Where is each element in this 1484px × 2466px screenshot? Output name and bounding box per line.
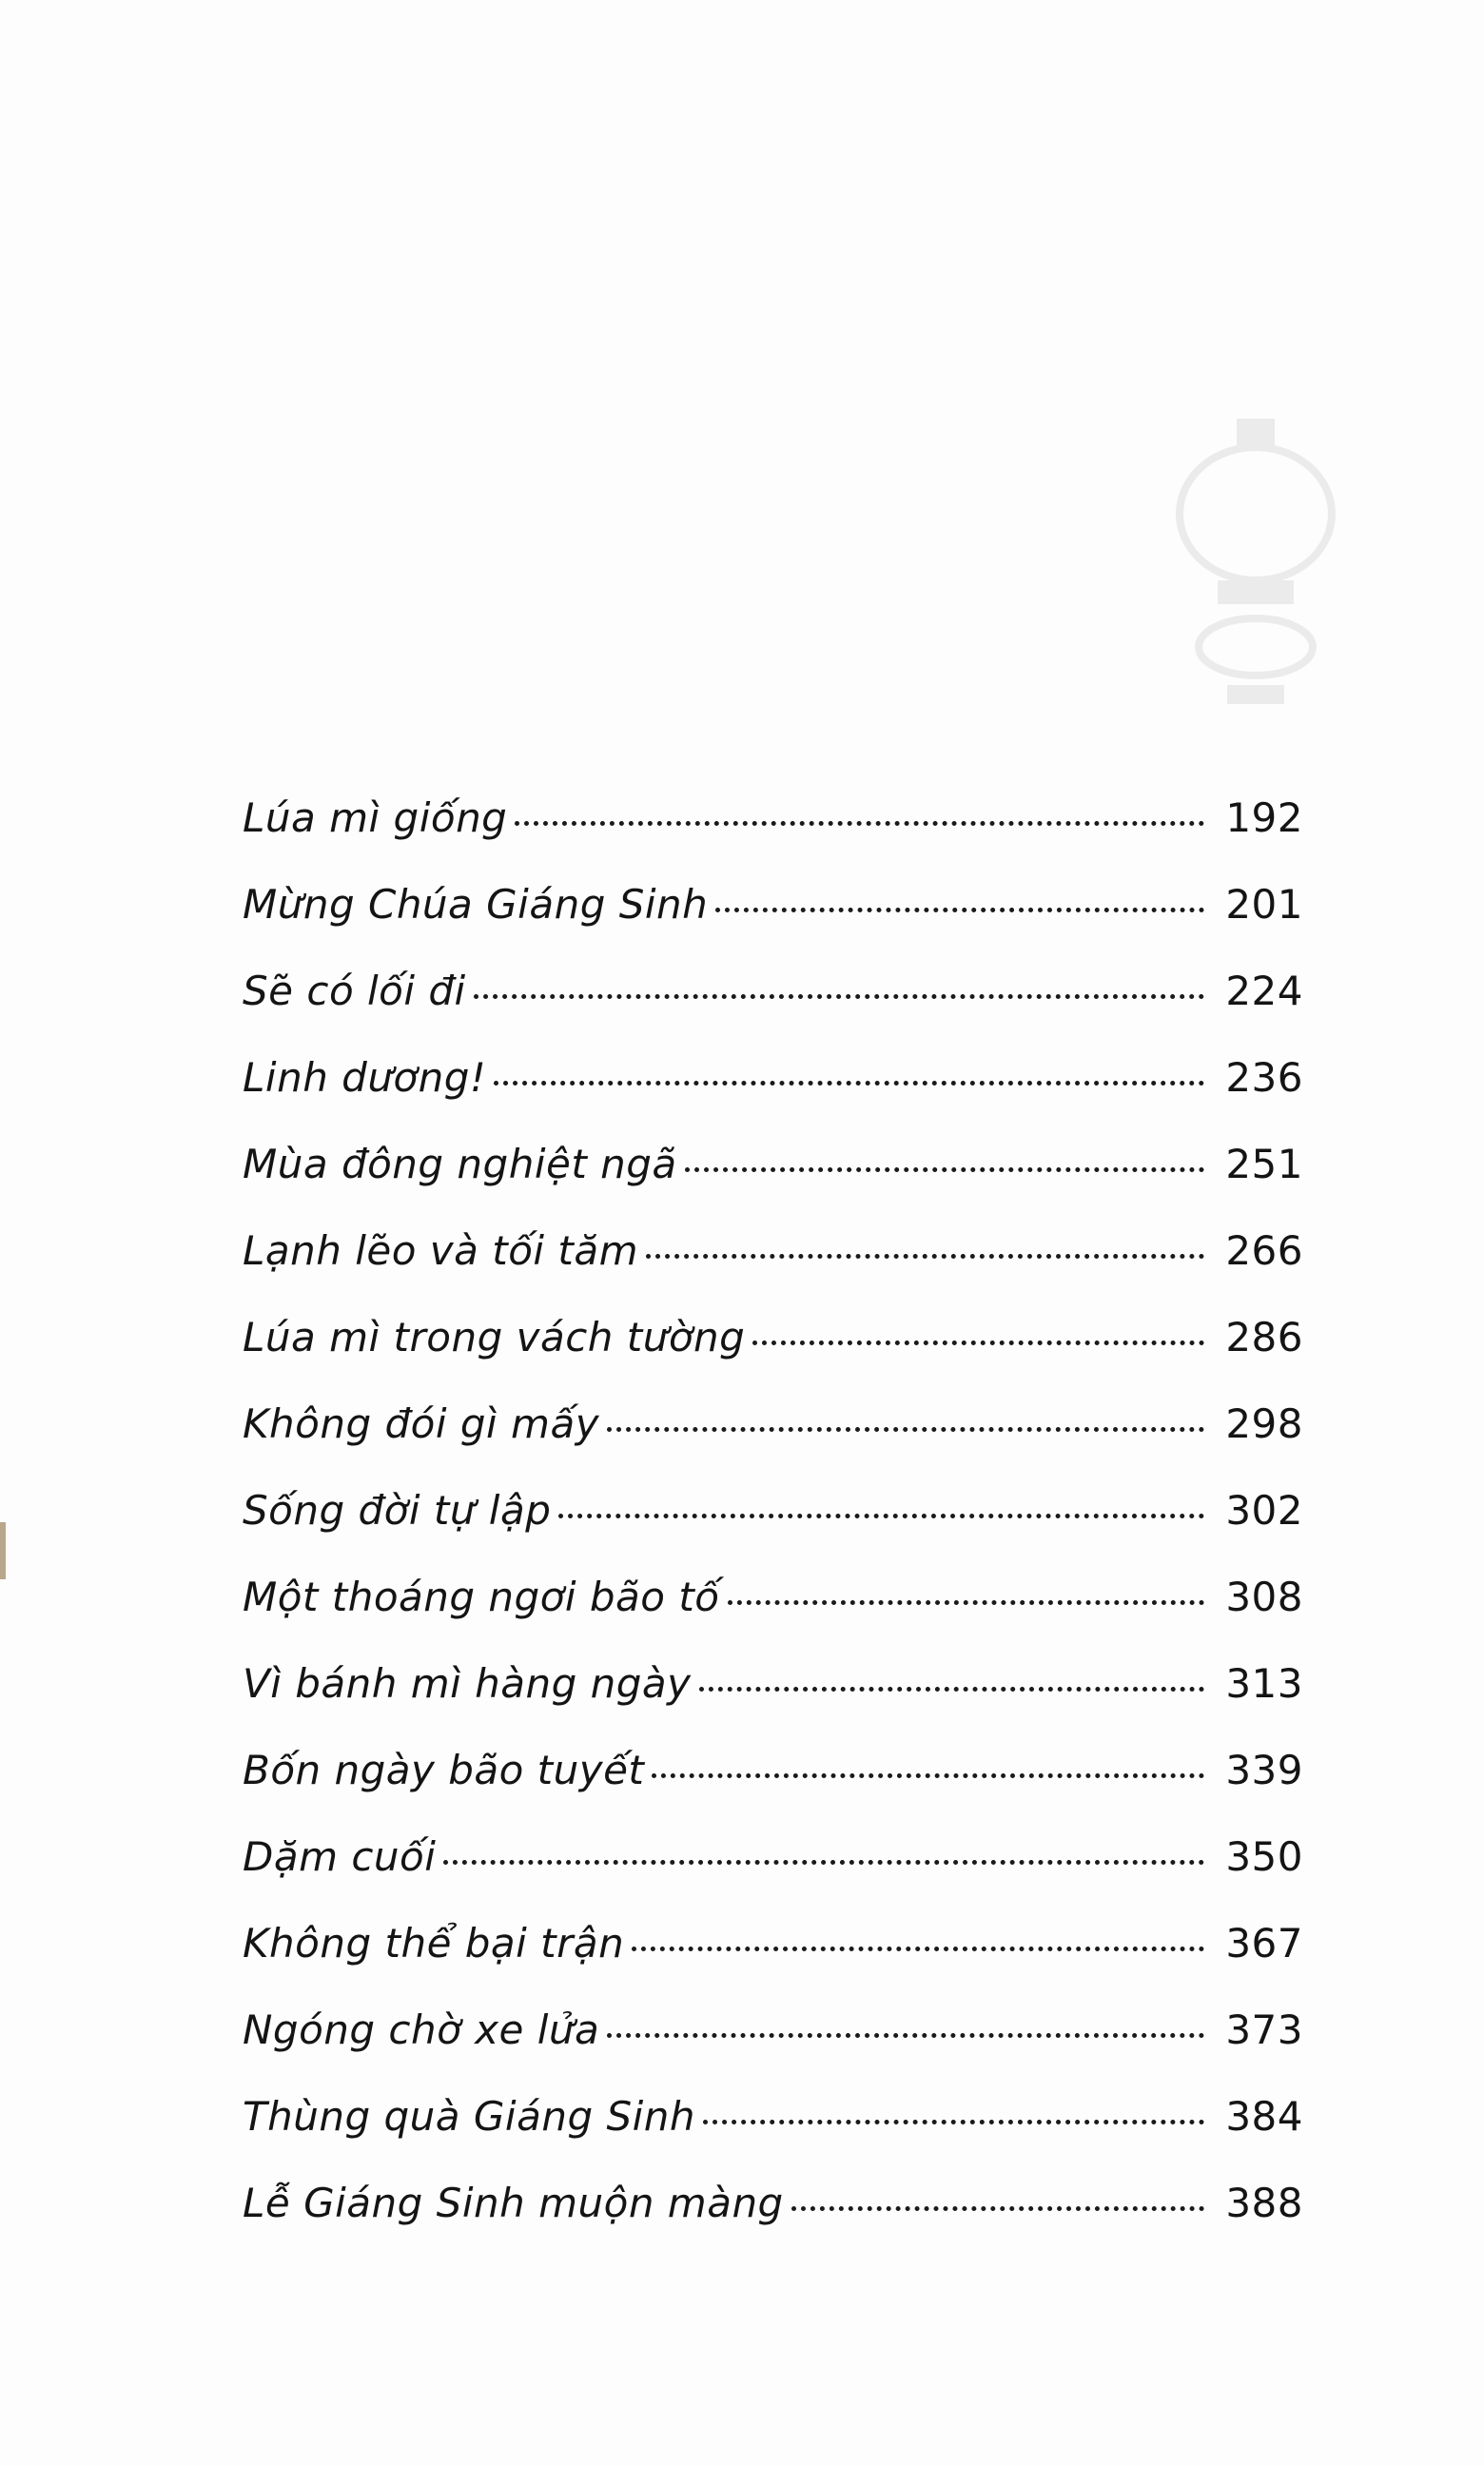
toc-entry-page: 384 — [1225, 2093, 1303, 2140]
toc-entry-page: 192 — [1225, 794, 1303, 841]
toc-entry-page: 373 — [1225, 2006, 1303, 2053]
toc-entry — [243, 1833, 1303, 1920]
toc-entry-page: 236 — [1225, 1054, 1303, 1101]
toc-entry — [243, 1314, 1303, 1400]
toc-entry — [243, 1660, 1303, 1747]
toc-entry-page: 350 — [1225, 1833, 1303, 1880]
toc-entry-page: 224 — [1225, 968, 1303, 1014]
toc-leader-dots — [607, 1427, 1204, 1432]
binding-edge — [0, 1522, 6, 1579]
toc-entry-page: 308 — [1225, 1574, 1303, 1620]
toc-entry-title: Dặm cuối — [243, 1833, 437, 1880]
toc-leader-dots — [699, 1687, 1204, 1692]
toc-leader-dots — [685, 1167, 1204, 1172]
toc-entry-page: 201 — [1225, 881, 1303, 928]
lantern-ornament-icon — [1132, 400, 1379, 723]
toc-leader-dots — [703, 2120, 1204, 2124]
toc-entry-title: Thùng quà Giáng Sinh — [243, 2093, 696, 2140]
toc-entry — [243, 2180, 1303, 2266]
toc-entry — [243, 794, 1303, 881]
toc-entry-page: 266 — [1225, 1227, 1303, 1274]
toc-leader-dots — [474, 994, 1204, 999]
toc-entry-page: 388 — [1225, 2180, 1303, 2226]
toc-entry — [243, 1747, 1303, 1833]
toc-entry-page: 251 — [1225, 1141, 1303, 1187]
toc-entry-title: Không đói gì mấy — [243, 1400, 600, 1447]
toc-entry — [243, 2093, 1303, 2180]
toc-entry-title: Lúa mì trong vách tường — [243, 1314, 746, 1360]
toc-leader-dots — [558, 1514, 1204, 1518]
toc-entry — [243, 1920, 1303, 2006]
toc-leader-dots — [607, 2033, 1204, 2038]
toc-leader-dots — [652, 1773, 1204, 1778]
toc-entry-title: Sẽ có lối đi — [243, 968, 466, 1014]
toc-leader-dots — [443, 1860, 1204, 1865]
toc-leader-dots — [791, 2206, 1204, 2211]
toc-entry-title: Lạnh lẽo và tối tăm — [243, 1227, 639, 1274]
table-of-contents — [243, 794, 1303, 2266]
toc-entry-page: 367 — [1225, 1920, 1303, 1967]
toc-entry-page: 302 — [1225, 1487, 1303, 1534]
toc-entry — [243, 1141, 1303, 1227]
toc-entry-title: Linh dương! — [243, 1054, 487, 1101]
toc-leader-dots — [715, 908, 1204, 912]
toc-leader-dots — [752, 1341, 1204, 1345]
toc-entry — [243, 1487, 1303, 1574]
toc-entry-title: Bốn ngày bão tuyết — [243, 1747, 645, 1793]
toc-entry — [243, 1574, 1303, 1660]
toc-entry-page: 286 — [1225, 1314, 1303, 1360]
toc-entry-title: Không thể bại trận — [243, 1920, 625, 1967]
toc-entry-title: Ngóng chờ xe lửa — [243, 2006, 600, 2053]
toc-entry — [243, 1227, 1303, 1314]
toc-leader-dots — [632, 1947, 1204, 1951]
toc-entry — [243, 968, 1303, 1054]
toc-entry-title: Lúa mì giống — [243, 794, 508, 841]
toc-leader-dots — [646, 1254, 1204, 1259]
toc-entry — [243, 1400, 1303, 1487]
toc-leader-dots — [728, 1600, 1204, 1605]
toc-entry — [243, 2006, 1303, 2093]
toc-entry-page: 298 — [1225, 1400, 1303, 1447]
toc-leader-dots — [494, 1081, 1204, 1086]
toc-entry — [243, 881, 1303, 968]
toc-entry-title: Mùa đông nghiệt ngã — [243, 1141, 677, 1187]
toc-entry-page: 313 — [1225, 1660, 1303, 1707]
toc-leader-dots — [515, 821, 1204, 826]
toc-entry-title: Lễ Giáng Sinh muộn màng — [243, 2180, 784, 2226]
toc-entry — [243, 1054, 1303, 1141]
toc-entry-title: Sống đời tự lập — [243, 1487, 552, 1534]
toc-entry-page: 339 — [1225, 1747, 1303, 1793]
toc-entry-title: Một thoáng ngơi bão tố — [243, 1574, 720, 1620]
toc-entry-title: Mừng Chúa Giáng Sinh — [243, 881, 709, 928]
toc-entry-title: Vì bánh mì hàng ngày — [243, 1660, 692, 1707]
